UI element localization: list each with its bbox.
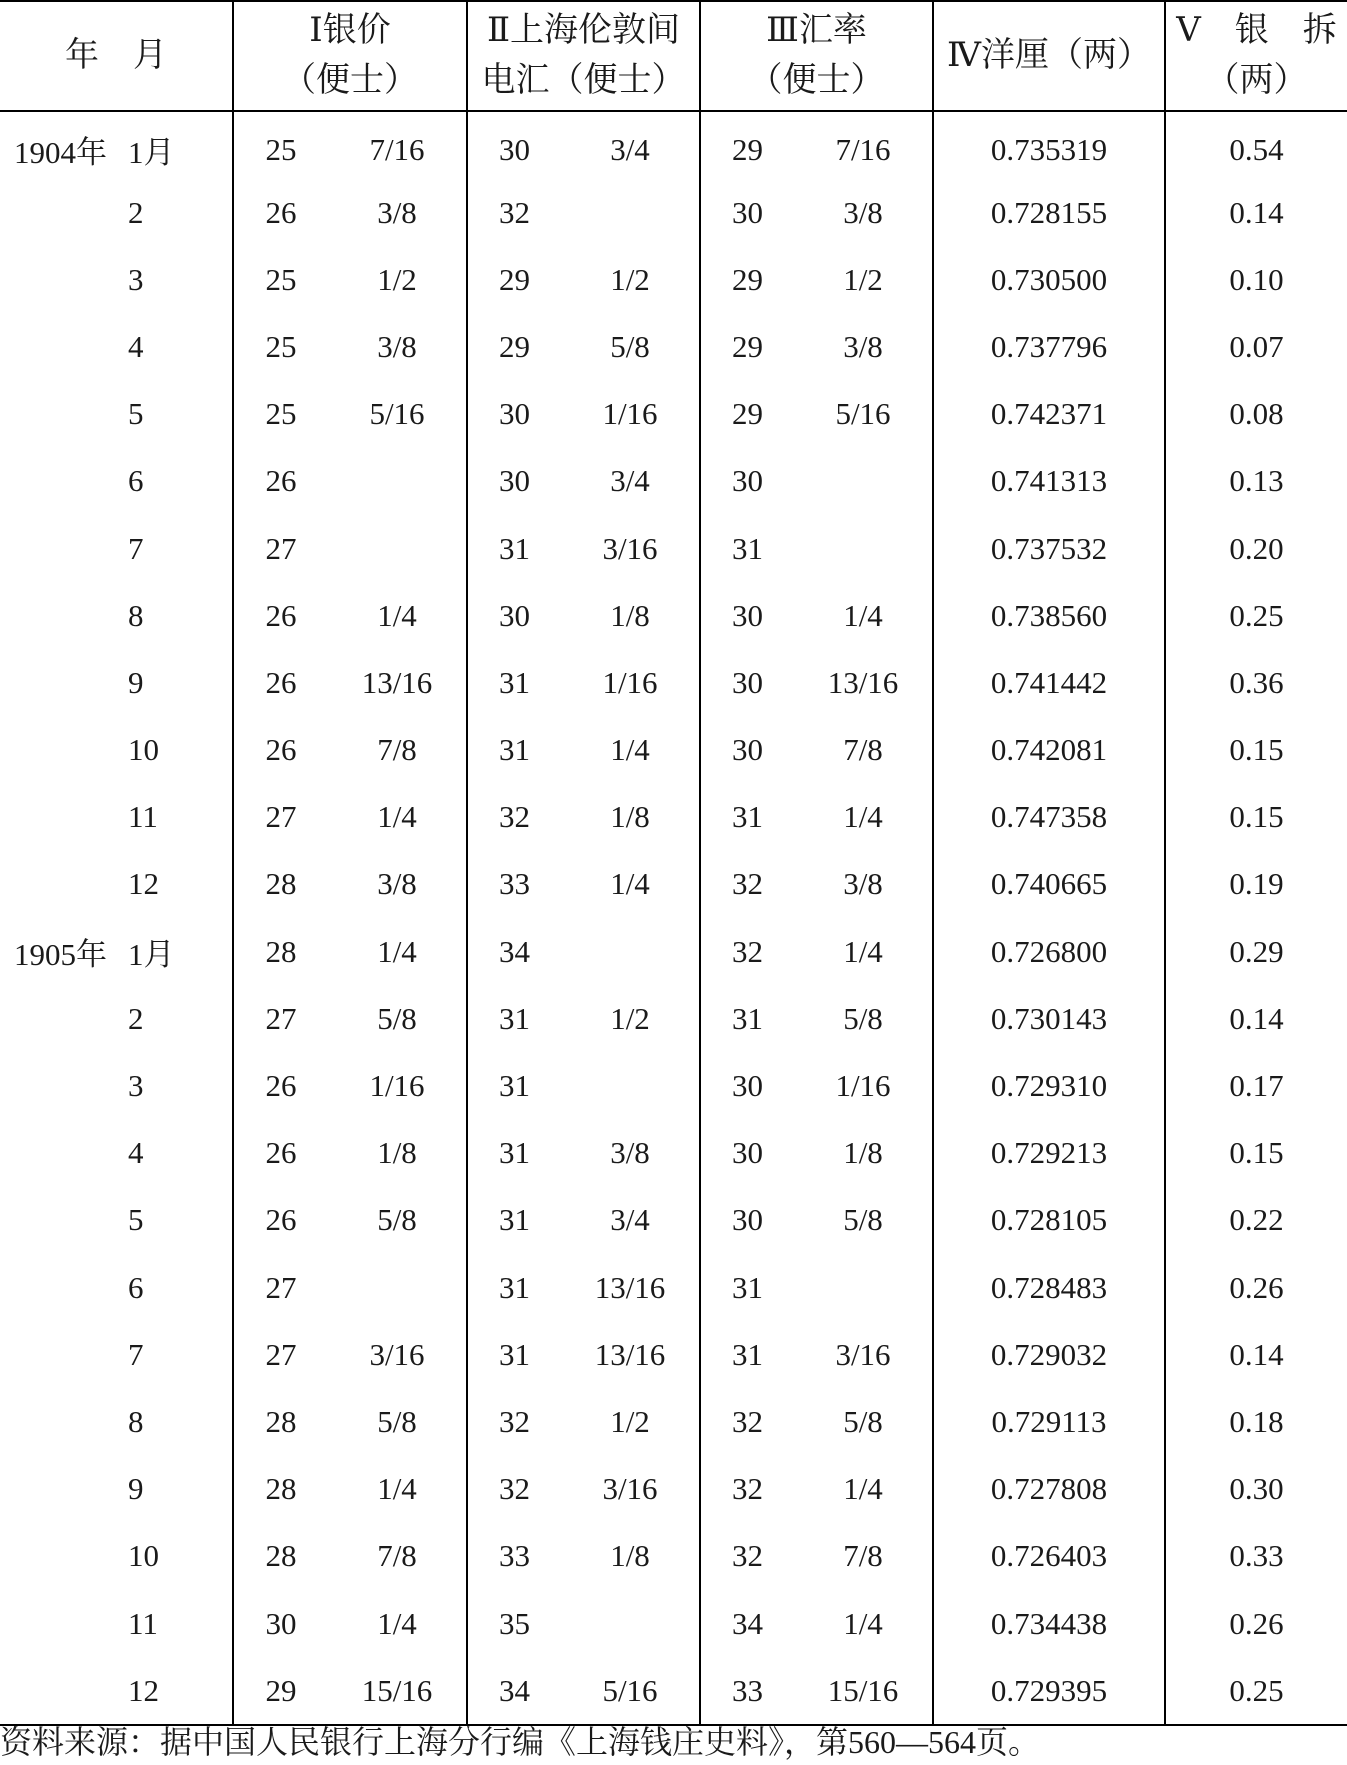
telegraphic-transfer-fraction: 3/16 — [561, 515, 700, 582]
month-cell: 11 — [128, 784, 233, 851]
telegraphic-transfer-fraction: 5/8 — [561, 313, 700, 380]
telegraphic-transfer-integer: 29 — [499, 261, 530, 297]
month-cell: 3 — [128, 246, 233, 313]
table-row — [0, 1187, 1347, 1254]
silver-price-fraction: 1/2 — [328, 246, 467, 313]
month-cell: 5 — [128, 381, 233, 448]
yinchai-value: 0.17 — [1229, 1068, 1284, 1104]
header-yinchai-line1: Ⅴ 银 拆 — [1176, 12, 1337, 49]
header-telegraphic-transfer-line1: Ⅱ上海伦敦间 — [486, 12, 681, 49]
exchange-rate-integer: 31 — [732, 799, 763, 835]
exchange-rate-integer: 29 — [732, 328, 763, 364]
year-cell — [0, 649, 128, 716]
exchange-rate-integer: 30 — [732, 463, 763, 499]
yangli-value: 0.730500 — [933, 246, 1165, 313]
exchange-rate-fraction: 3/16 — [794, 1321, 933, 1388]
exchange-rate-fraction — [794, 1254, 933, 1321]
year-cell: 1905年 — [14, 937, 107, 973]
month-cell: 12 — [128, 1657, 233, 1725]
yinchai-value: 0.14 — [1229, 1336, 1284, 1372]
exchange-rate-integer: 30 — [732, 732, 763, 768]
telegraphic-transfer-fraction: 1/8 — [561, 784, 700, 851]
table-row — [0, 582, 1347, 649]
silver-price-fraction: 1/4 — [328, 1590, 467, 1657]
month-cell: 8 — [128, 582, 233, 649]
year-cell — [0, 1388, 128, 1455]
yinchai-value: 0.19 — [1229, 866, 1284, 902]
table-row — [0, 515, 1347, 582]
yinchai-value: 0.10 — [1229, 261, 1284, 297]
header-silver-price-line1: Ⅰ银价 — [309, 12, 391, 49]
month-cell: 2 — [128, 179, 233, 246]
silver-price-fraction: 15/16 — [328, 1657, 467, 1725]
silver-price-integer: 27 — [265, 799, 297, 835]
silver-price-fraction — [328, 515, 467, 582]
exchange-rate-fraction: 1/4 — [794, 1590, 933, 1657]
table-row — [0, 313, 1347, 380]
yinchai-value: 0.25 — [1165, 1657, 1347, 1725]
telegraphic-transfer-integer: 31 — [499, 1269, 530, 1305]
telegraphic-transfer-integer: 31 — [499, 664, 530, 700]
telegraphic-transfer-fraction: 3/8 — [561, 1120, 700, 1187]
header-silver-price-line2: （便士） — [282, 62, 418, 99]
exchange-rate-fraction: 7/8 — [794, 717, 933, 784]
exchange-rate-integer: 29 — [732, 396, 763, 432]
silver-price-fraction: 13/16 — [328, 649, 467, 716]
telegraphic-transfer-fraction: 1/2 — [561, 985, 700, 1052]
exchange-rate-fraction: 5/8 — [794, 985, 933, 1052]
yinchai-value: 0.15 — [1229, 732, 1284, 768]
month-cell: 11 — [128, 1590, 233, 1657]
year-cell — [0, 985, 128, 1052]
silver-price-integer: 26 — [265, 1068, 297, 1104]
year-cell — [0, 448, 128, 515]
exchange-rate-fraction: 1/4 — [794, 918, 933, 985]
exchange-rate-integer: 29 — [732, 261, 763, 297]
yinchai-value: 0.25 — [1229, 597, 1284, 633]
telegraphic-transfer-integer: 34 — [467, 1657, 561, 1725]
silver-price-fraction: 3/16 — [328, 1321, 467, 1388]
year-cell — [0, 582, 128, 649]
yangli-value: 0.737532 — [933, 515, 1165, 582]
exchange-rate-fraction: 3/8 — [794, 851, 933, 918]
table-row — [0, 381, 1347, 448]
yangli-value: 0.741313 — [933, 448, 1165, 515]
silver-price-integer: 30 — [265, 1605, 297, 1641]
yangli-value: 0.742081 — [933, 717, 1165, 784]
silver-price-integer: 26 — [265, 664, 297, 700]
year-cell — [0, 246, 128, 313]
table-row — [0, 649, 1347, 716]
yangli-value: 0.727808 — [933, 1456, 1165, 1523]
exchange-rate-fraction: 5/8 — [794, 1187, 933, 1254]
silver-price-integer: 26 — [265, 597, 297, 633]
yangli-value: 0.730143 — [933, 985, 1165, 1052]
yangli-value: 0.734438 — [933, 1590, 1165, 1657]
month-cell: 5 — [128, 1187, 233, 1254]
yangli-value: 0.729113 — [933, 1388, 1165, 1455]
month-cell: 10 — [128, 1523, 233, 1590]
yangli-value: 0.735319 — [933, 111, 1165, 179]
yangli-value: 0.737796 — [933, 313, 1165, 380]
telegraphic-transfer-fraction: 1/2 — [561, 246, 700, 313]
yinchai-value: 0.20 — [1229, 530, 1284, 566]
header-telegraphic-transfer-line2: 电汇（便士） — [481, 62, 686, 99]
table-row — [0, 918, 1347, 985]
yinchai-value: 0.22 — [1229, 1202, 1284, 1238]
silver-price-integer: 28 — [265, 1538, 297, 1574]
exchange-rate-integer: 29 — [732, 131, 763, 167]
exchange-rate-integer: 31 — [732, 1336, 763, 1372]
year-cell — [0, 784, 128, 851]
telegraphic-transfer-fraction: 1/4 — [561, 851, 700, 918]
silver-price-fraction: 1/4 — [328, 1456, 467, 1523]
month-cell: 1月 — [128, 918, 233, 985]
silver-price-integer: 27 — [265, 1336, 297, 1372]
yinchai-value: 0.13 — [1229, 463, 1284, 499]
year-cell — [0, 851, 128, 918]
silver-price-integer: 25 — [265, 328, 297, 364]
yangli-value: 0.726403 — [933, 1523, 1165, 1590]
month-cell: 4 — [128, 1120, 233, 1187]
year-cell — [0, 1120, 128, 1187]
exchange-rate-fraction: 3/8 — [794, 313, 933, 380]
header-exchange-rate-line2: （便士） — [748, 62, 885, 99]
exchange-rate-fraction: 1/4 — [794, 784, 933, 851]
telegraphic-transfer-integer: 30 — [499, 396, 530, 432]
silver-price-integer: 28 — [265, 1403, 297, 1439]
silver-price-fraction: 1/4 — [328, 784, 467, 851]
silver-price-fraction: 1/8 — [328, 1120, 467, 1187]
telegraphic-transfer-integer: 31 — [499, 1000, 530, 1036]
silver-price-fraction: 1/4 — [328, 918, 467, 985]
exchange-rate-integer: 32 — [732, 933, 763, 969]
exchange-rate-integer: 34 — [732, 1605, 763, 1641]
silver-price-integer: 26 — [265, 1202, 297, 1238]
exchange-rate-integer: 31 — [732, 530, 763, 566]
exchange-rate-fraction: 15/16 — [794, 1657, 933, 1725]
exchange-rate-fraction: 1/4 — [794, 1456, 933, 1523]
exchange-rate-integer: 30 — [732, 597, 763, 633]
telegraphic-transfer-fraction: 1/8 — [561, 582, 700, 649]
year-cell — [0, 1052, 128, 1119]
silver-price-integer: 25 — [265, 131, 297, 167]
silver-price-fraction: 7/16 — [328, 111, 467, 179]
source-note: 资料来源：据中国人民银行上海分行编《上海钱庄史料》，第560—564页。 — [0, 1724, 1041, 1760]
exchange-rate-integer: 32 — [732, 866, 763, 902]
silver-price-fraction: 3/8 — [328, 851, 467, 918]
exchange-rate-fraction: 7/8 — [794, 1523, 933, 1590]
table-row — [0, 448, 1347, 515]
silver-price-integer: 26 — [265, 194, 297, 230]
yangli-value: 0.728483 — [933, 1254, 1165, 1321]
month-cell: 12 — [128, 851, 233, 918]
silver-price-integer: 27 — [265, 1000, 297, 1036]
telegraphic-transfer-integer: 33 — [499, 866, 530, 902]
telegraphic-transfer-integer: 31 — [499, 1135, 530, 1171]
yangli-value: 0.740665 — [933, 851, 1165, 918]
year-cell — [0, 1187, 128, 1254]
exchange-rate-fraction — [794, 515, 933, 582]
yinchai-value: 0.08 — [1229, 396, 1284, 432]
month-cell: 7 — [128, 1321, 233, 1388]
year-cell — [0, 717, 128, 784]
telegraphic-transfer-fraction: 3/4 — [561, 111, 700, 179]
yangli-value: 0.729395 — [933, 1657, 1165, 1725]
yinchai-value: 0.26 — [1229, 1605, 1284, 1641]
telegraphic-transfer-integer: 31 — [499, 1202, 530, 1238]
month-cell: 9 — [128, 1456, 233, 1523]
yinchai-value: 0.30 — [1229, 1471, 1284, 1507]
yinchai-value: 0.26 — [1229, 1269, 1284, 1305]
exchange-rate-fraction: 3/8 — [794, 179, 933, 246]
table-row — [0, 111, 1347, 179]
silver-price-fraction: 3/8 — [328, 179, 467, 246]
month-cell: 6 — [128, 448, 233, 515]
silver-price-integer: 25 — [265, 396, 297, 432]
exchange-rate-integer: 32 — [732, 1403, 763, 1439]
year-cell — [0, 1456, 128, 1523]
yangli-value: 0.729310 — [933, 1052, 1165, 1119]
yangli-value: 0.728105 — [933, 1187, 1165, 1254]
telegraphic-transfer-fraction: 1/8 — [561, 1523, 700, 1590]
exchange-rate-integer: 30 — [732, 664, 763, 700]
silver-price-fraction: 7/8 — [328, 717, 467, 784]
silver-price-integer: 27 — [265, 530, 297, 566]
year-cell — [0, 1523, 128, 1590]
month-cell: 1月 — [128, 111, 233, 179]
exchange-rate-integer: 32 — [732, 1471, 763, 1507]
exchange-rate-fraction: 7/16 — [794, 111, 933, 179]
year-cell — [0, 179, 128, 246]
telegraphic-transfer-integer: 33 — [499, 1538, 530, 1574]
telegraphic-transfer-integer: 31 — [499, 732, 530, 768]
telegraphic-transfer-integer: 31 — [499, 1068, 530, 1104]
table-row — [0, 1523, 1347, 1590]
header-yangli: Ⅳ洋厘（两） — [933, 1, 1165, 111]
year-cell — [0, 1657, 128, 1725]
yinchai-value: 0.14 — [1229, 1000, 1284, 1036]
exchange-rate-fraction: 1/16 — [794, 1052, 933, 1119]
yinchai-value: 0.29 — [1229, 933, 1284, 969]
yangli-value: 0.747358 — [933, 784, 1165, 851]
exchange-rate-fraction: 1/4 — [794, 582, 933, 649]
header-year-month: 年 月 — [0, 1, 233, 111]
header-telegraphic-transfer — [467, 1, 700, 111]
telegraphic-transfer-integer: 32 — [499, 194, 530, 230]
yinchai-value: 0.18 — [1229, 1403, 1284, 1439]
month-cell: 7 — [128, 515, 233, 582]
exchange-rate-fraction — [794, 448, 933, 515]
silver-price-fraction: 1/4 — [328, 582, 467, 649]
month-cell: 9 — [128, 649, 233, 716]
silver-price-fraction: 3/8 — [328, 313, 467, 380]
table-row — [0, 1456, 1347, 1523]
yinchai-value: 0.54 — [1229, 131, 1284, 167]
yangli-value: 0.729213 — [933, 1120, 1165, 1187]
exchange-rate-integer: 32 — [732, 1538, 763, 1574]
header-exchange-rate — [700, 1, 933, 111]
table-row — [0, 246, 1347, 313]
yinchai-value: 0.14 — [1229, 194, 1284, 230]
year-cell — [0, 1590, 128, 1657]
table-row — [0, 717, 1347, 784]
header-yinchai-line2: （两） — [1205, 62, 1308, 99]
exchange-rate-fraction: 13/16 — [794, 649, 933, 716]
telegraphic-transfer-integer: 35 — [499, 1605, 530, 1641]
silver-price-fraction: 5/8 — [328, 1388, 467, 1455]
telegraphic-transfer-fraction — [561, 1590, 700, 1657]
year-cell — [0, 1321, 128, 1388]
silver-price-integer: 28 — [265, 866, 297, 902]
telegraphic-transfer-integer: 30 — [499, 131, 530, 167]
header-row — [0, 1, 1347, 111]
telegraphic-transfer-integer: 31 — [499, 530, 530, 566]
month-cell: 8 — [128, 1388, 233, 1455]
telegraphic-transfer-fraction: 1/2 — [561, 1388, 700, 1455]
yinchai-value: 0.15 — [1229, 1135, 1284, 1171]
table-row — [0, 179, 1347, 246]
yinchai-value: 0.33 — [1229, 1538, 1284, 1574]
table-row — [0, 1321, 1347, 1388]
table-row — [0, 985, 1347, 1052]
exchange-rate-integer: 30 — [732, 1135, 763, 1171]
silver-price-fraction — [328, 1254, 467, 1321]
silver-price-integer: 26 — [265, 463, 297, 499]
telegraphic-transfer-fraction: 5/16 — [561, 1657, 700, 1725]
year-cell — [0, 381, 128, 448]
yangli-value: 0.729032 — [933, 1321, 1165, 1388]
year-cell — [0, 313, 128, 380]
header-exchange-rate-line1: Ⅲ汇率 — [766, 12, 867, 49]
exchange-rate-fraction: 1/8 — [794, 1120, 933, 1187]
exchange-rate-integer: 31 — [732, 1000, 763, 1036]
telegraphic-transfer-fraction: 1/16 — [561, 381, 700, 448]
silver-price-fraction: 5/16 — [328, 381, 467, 448]
header-silver-price — [233, 1, 467, 111]
telegraphic-transfer-fraction: 13/16 — [561, 1254, 700, 1321]
table-row — [0, 1590, 1347, 1657]
month-cell: 10 — [128, 717, 233, 784]
year-cell — [0, 515, 128, 582]
silver-price-integer: 26 — [265, 732, 297, 768]
silver-price-integer: 28 — [265, 1471, 297, 1507]
exchange-rate-fraction: 5/16 — [794, 381, 933, 448]
telegraphic-transfer-fraction: 13/16 — [561, 1321, 700, 1388]
yinchai-value: 0.15 — [1229, 799, 1284, 835]
telegraphic-transfer-fraction: 3/4 — [561, 1187, 700, 1254]
table-row — [0, 851, 1347, 918]
silver-price-fraction — [328, 448, 467, 515]
silver-price-integer: 26 — [265, 1135, 297, 1171]
telegraphic-transfer-fraction: 3/4 — [561, 448, 700, 515]
exchange-rate-fraction: 1/2 — [794, 246, 933, 313]
month-cell: 6 — [128, 1254, 233, 1321]
silver-price-integer: 25 — [265, 261, 297, 297]
silver-price-integer: 29 — [233, 1657, 328, 1725]
yangli-value: 0.742371 — [933, 381, 1165, 448]
table-row — [0, 1120, 1347, 1187]
telegraphic-transfer-fraction: 1/4 — [561, 717, 700, 784]
telegraphic-transfer-integer: 31 — [499, 1336, 530, 1372]
table-row — [0, 1254, 1347, 1321]
table-row — [0, 1052, 1347, 1119]
month-cell: 2 — [128, 985, 233, 1052]
yangli-value: 0.726800 — [933, 918, 1165, 985]
silver-price-fraction: 7/8 — [328, 1523, 467, 1590]
telegraphic-transfer-fraction — [561, 918, 700, 985]
silver-price-integer: 27 — [265, 1269, 297, 1305]
month-cell: 4 — [128, 313, 233, 380]
telegraphic-transfer-integer: 32 — [499, 1471, 530, 1507]
telegraphic-transfer-fraction — [561, 1052, 700, 1119]
telegraphic-transfer-fraction — [561, 179, 700, 246]
table-row — [0, 1388, 1347, 1455]
telegraphic-transfer-integer: 29 — [499, 328, 530, 364]
telegraphic-transfer-integer: 34 — [499, 933, 530, 969]
yangli-value: 0.741442 — [933, 649, 1165, 716]
yangli-value: 0.728155 — [933, 179, 1165, 246]
silver-price-fraction: 5/8 — [328, 1187, 467, 1254]
year-cell: 1904年 — [14, 135, 107, 170]
table-row — [0, 784, 1347, 851]
table-body — [0, 111, 1347, 1725]
header-yinchai — [1165, 1, 1347, 111]
exchange-rate-integer: 30 — [732, 1068, 763, 1104]
silver-price-integer: 28 — [265, 933, 297, 969]
exchange-rate-integer: 30 — [732, 194, 763, 230]
telegraphic-transfer-integer: 32 — [499, 1403, 530, 1439]
year-cell — [0, 1254, 128, 1321]
exchange-rate-integer: 30 — [732, 1202, 763, 1238]
silver-price-fraction: 5/8 — [328, 985, 467, 1052]
silver-price-fraction: 1/16 — [328, 1052, 467, 1119]
telegraphic-transfer-integer: 30 — [499, 463, 530, 499]
yinchai-value: 0.36 — [1229, 664, 1284, 700]
exchange-rate-integer: 31 — [732, 1269, 763, 1305]
yinchai-value: 0.07 — [1229, 328, 1284, 364]
telegraphic-transfer-integer: 32 — [499, 799, 530, 835]
month-cell: 3 — [128, 1052, 233, 1119]
telegraphic-transfer-fraction: 1/16 — [561, 649, 700, 716]
telegraphic-transfer-integer: 30 — [499, 597, 530, 633]
exchange-rate-integer: 33 — [700, 1657, 794, 1725]
table-row — [0, 1657, 1347, 1725]
yangli-value: 0.738560 — [933, 582, 1165, 649]
telegraphic-transfer-fraction: 3/16 — [561, 1456, 700, 1523]
exchange-rate-fraction: 5/8 — [794, 1388, 933, 1455]
